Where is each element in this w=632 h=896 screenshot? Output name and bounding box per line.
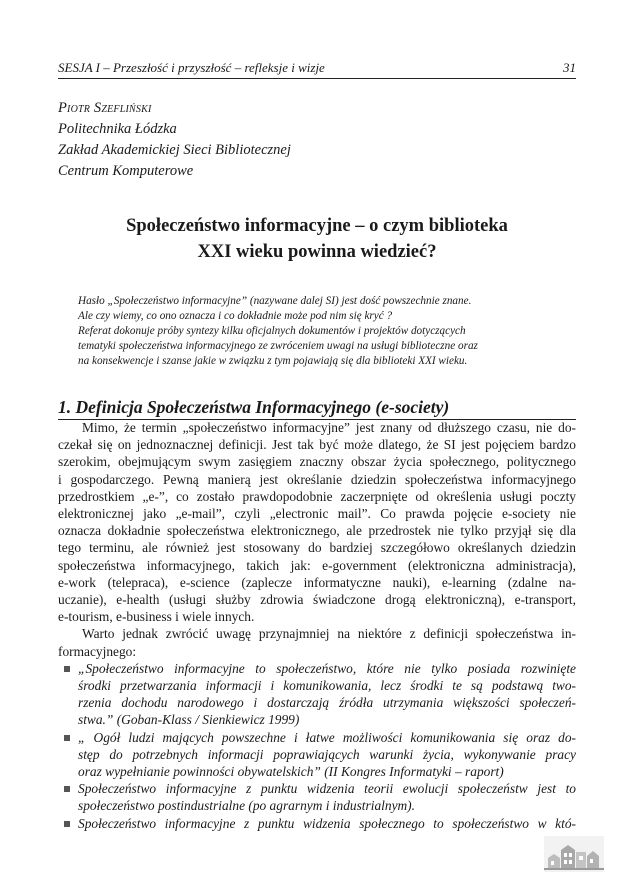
- paper-title: [58, 213, 576, 265]
- abstract-line: Hasło „Społeczeństwo informacyjne” (nazywane dalej SI) jest dość powszechnie znane.: [78, 295, 472, 307]
- body-text: [58, 419, 576, 832]
- affiliation-line: Zakład Akademickiej Sieci Bibliotecznej: [58, 142, 291, 158]
- abstract-line: na konsekwencje i szanse jakie w związku z tym pojawiają się dla biblioteki XXI wieku.: [78, 355, 468, 367]
- title-line: Społeczeństwo informacyjne – o czym biblioteka: [126, 216, 508, 236]
- paragraph: [58, 625, 576, 659]
- text-line: e-work (telepraca), e-science (zaplecze informatyczne nauki), e-learning (zdalne na-: [58, 574, 576, 590]
- text-line: oznacza dokładnie społeczeństwa elektronicznego, ale przedrostek nie tylko przyjął się dla: [58, 523, 576, 539]
- text-line: elektronicznej jako „e-mail”, czyli „electronic mail”. Co prawda pojęcie e-society nie: [58, 506, 576, 522]
- text-line: Społeczeństwo informacyjne z punktu widzenia społecznego to społeczeństwo w któ-: [78, 815, 576, 831]
- author-affiliation: [58, 98, 291, 182]
- building-logo-icon: [544, 836, 604, 872]
- running-head-title: SESJA I – Przeszłość i przyszłość – refleksje i wizje: [58, 60, 325, 75]
- square-bullet-icon: [64, 735, 70, 741]
- text-line: środki przetwarzania informacji i komunikowania, lecz środki te są podstawą two-: [78, 678, 576, 694]
- text-line: czekał się on jednoznacznej definicji. Jest tak być może dlatego, że SI jest pojęciem bardzo: [58, 437, 576, 453]
- header-rule: [58, 78, 576, 79]
- square-bullet-icon: [64, 666, 70, 672]
- text-line: stwa.” (Goban-Klass / Sienkiewicz 1999): [78, 712, 300, 728]
- text-line: uczanie), e-health (usługi służby zdrowia świadczone drogą elektroniczną), e-transport,: [58, 592, 576, 608]
- text-line: formacyjnego:: [58, 643, 137, 659]
- text-line: „Społeczeństwo informacyjne to społeczeństwo, które nie tylko posiada rozwinięte: [78, 660, 576, 676]
- title-line: XXI wieku powinna wiedzieć?: [197, 242, 437, 262]
- text-line: społeczeństwo postindustrialne (po agrarnym i industrialnym).: [78, 798, 415, 814]
- affiliation-line: Politechnika Łódzka: [58, 121, 177, 137]
- author-name: Piotr Szefliński: [58, 100, 152, 116]
- list-item: [58, 815, 576, 832]
- affiliation-line: Centrum Komputerowe: [58, 163, 194, 179]
- text-line: i gospodarczego. Pewną manierą jest określanie dziedzin społeczeństwa informacyjnego: [58, 471, 576, 487]
- text-line: społeczeństwa informacyjnego, takich jak: e-government (elektroniczna administracja),: [58, 557, 576, 573]
- list-item: [58, 729, 576, 781]
- text-line: Mimo, że termin „społeczeństwo informacyjne” jest znany od dłuższego czasu, nie do-: [82, 420, 576, 435]
- abstract-line: Referat dokonuje próby syntezy kilku oficjalnych dokumentów i projektów dotyczących: [78, 325, 466, 337]
- text-line: szerokim, obejmującym swym zasięgiem znaczny obszar życia społecznego, politycznego: [58, 454, 576, 470]
- abstract-line: tematyki społeczeństwa informacyjnego ze zwróceniem uwagi na usługi biblioteczne oraz: [78, 340, 478, 352]
- list-item: [58, 780, 576, 814]
- text-line: Warto jednak zwrócić uwagę przynajmniej na niektóre z definicji społeczeństwa in-: [82, 626, 576, 642]
- paragraph: [58, 419, 576, 625]
- text-line: przedrostkiem „e-”, co zostało prawdopodobnie zaczerpnięte od określenia usługi poczty: [58, 488, 576, 504]
- abstract: [78, 294, 556, 369]
- list-item: [58, 660, 576, 729]
- definition-list: [58, 660, 576, 832]
- text-line: e-tourism, e-business i wiele innych.: [58, 609, 255, 625]
- page-number: 31: [563, 60, 576, 75]
- abstract-line: Ale czy wiemy, co ono oznacza i co dokładnie może pod nim się kryć ?: [78, 310, 393, 322]
- text-line: rzenia dochodu narodowego i dostarczają źródła utrzymania większości społeczeń-: [78, 695, 576, 711]
- text-line: stęp do potrzebnych informacji poprawiających warunki życia, wykonywanie pracy: [78, 746, 576, 762]
- running-head: [58, 60, 576, 76]
- text-line: oraz wypełnianie powinności obywatelskich” (II Kongres Informatyki – raport): [78, 764, 504, 780]
- text-line: tego terminu, ale również jest stosowany do bardziej szczegółowo określanych dziedzin: [58, 540, 576, 556]
- text-line: „ Ogół ludzi mających powszechne i łatwe możliwości komunikowania się oraz do-: [78, 729, 576, 745]
- section-heading: 1. Definicja Społeczeństwa Informacyjnego (e-society): [58, 397, 450, 417]
- square-bullet-icon: [64, 821, 70, 827]
- square-bullet-icon: [64, 786, 70, 792]
- text-line: Społeczeństwo informacyjne z punktu widzenia teorii ewolucji społeczeństw jest to: [78, 781, 576, 797]
